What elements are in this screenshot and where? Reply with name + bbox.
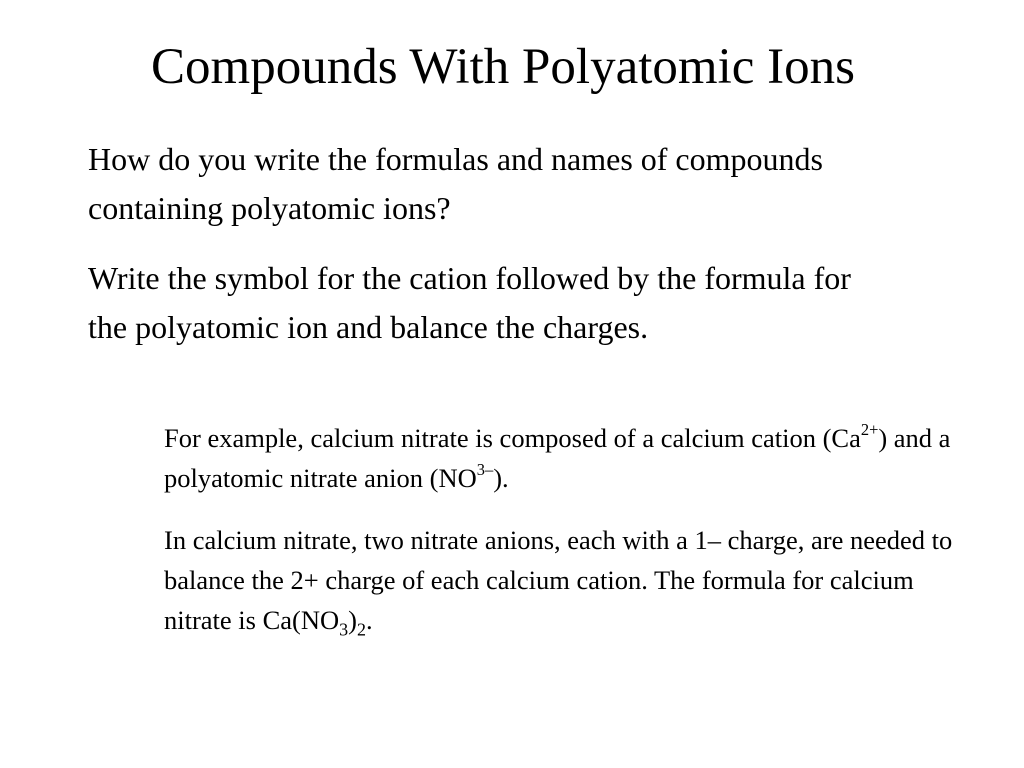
explanation-text: In calcium nitrate, two nitrate anions, each with a 1– charge, are needed to balance the 2+ charge of each calcium cation. The formula for calcium nitrate is Ca(NO (164, 525, 953, 635)
cation-charge: 2+ (860, 419, 879, 439)
question-paragraph: How do you write the formulas and names of compounds containing polyatomic ions? (88, 141, 823, 226)
example-paragraph (164, 418, 954, 498)
example-text-start: For example, calcium nitrate is composed of a calcium cation (Ca (164, 423, 861, 453)
example-text-middle: ) and a polyatomic nitrate anion (NO (164, 423, 951, 493)
example-text-end: ). (493, 463, 509, 493)
nitrate-subscript: 3 (339, 619, 349, 640)
slide-title: Compounds With Polyatomic Ions (151, 39, 855, 95)
formula-outer-subscript: 2 (357, 619, 367, 640)
explanation-paragraph (164, 520, 954, 640)
anion-charge: 3– (476, 459, 494, 479)
answer-paragraph: Write the symbol for the cation followed by the formula for the polyatomic ion and balance the charges. (88, 260, 851, 345)
formula-close-paren: ) (348, 605, 357, 635)
explanation-end: . (366, 605, 373, 635)
